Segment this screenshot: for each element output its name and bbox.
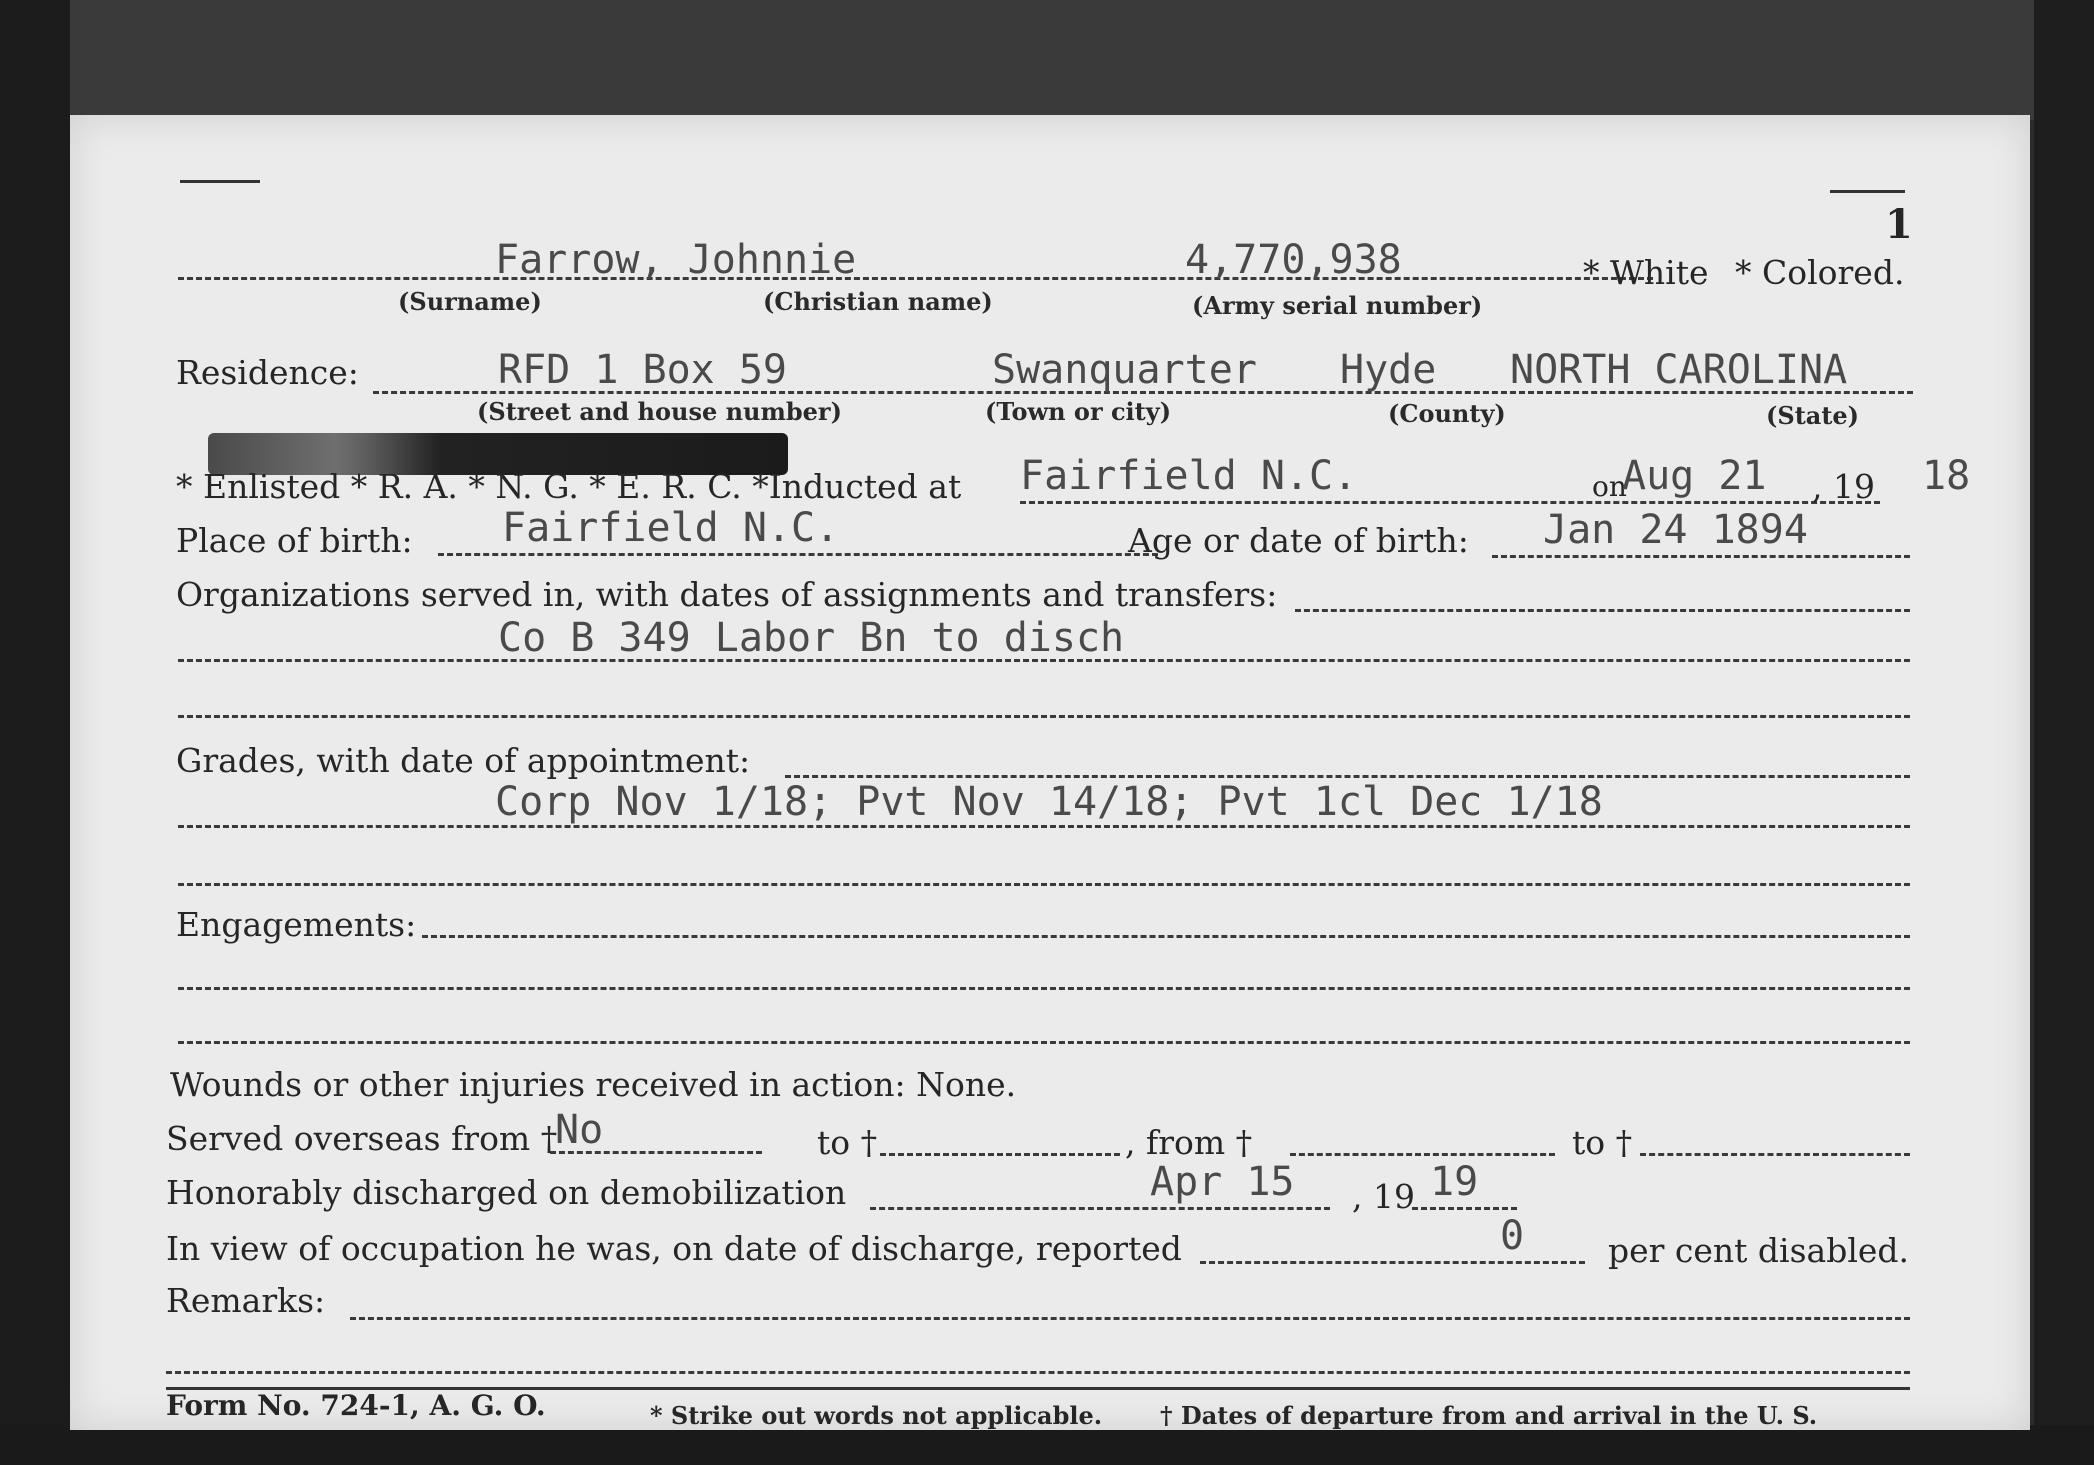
remarks-label: Remarks: (166, 1281, 326, 1320)
discharge-year: 19 (1430, 1159, 1479, 1205)
disability-suffix: per cent disabled. (1608, 1231, 1910, 1270)
street-caption: (Street and house number) (477, 397, 842, 426)
overseas-value: No (555, 1107, 604, 1153)
birth-date-line (1492, 555, 1910, 558)
organizations-line-3 (178, 715, 1910, 718)
residence-county: Hyde (1340, 347, 1437, 393)
surname-caption: (Surname) (398, 287, 542, 316)
remarks-line-1 (350, 1317, 1910, 1320)
residence-town: Swanquarter (992, 347, 1257, 393)
christian-name-caption: (Christian name) (763, 287, 993, 316)
grades-line-2 (178, 825, 1910, 828)
form-number: Form No. 724-1, A. G. O. (166, 1389, 546, 1422)
engagements-label: Engagements: (176, 905, 417, 944)
engagements-line-2 (178, 987, 1910, 990)
discharge-line (870, 1207, 1330, 1210)
inducted-date: Aug 21 (1622, 453, 1767, 499)
engagements-line-1 (422, 935, 1910, 938)
county-caption: (County) (1388, 399, 1506, 428)
town-caption: (Town or city) (985, 397, 1172, 426)
birth-place-label: Place of birth: (176, 521, 413, 560)
overseas-from-line-2 (1290, 1153, 1555, 1156)
on-label: on (1592, 470, 1627, 503)
grades-label: Grades, with date of appointment: (176, 741, 751, 780)
grades-line-3 (178, 883, 1910, 886)
overseas-from-line (550, 1151, 762, 1154)
residence-label: Residence: (176, 353, 359, 392)
organizations-label: Organizations served in, with dates of assignments and transfers: (176, 575, 1278, 614)
overseas-to-line-2 (1640, 1153, 1910, 1156)
residence-state: NORTH CAROLINA (1510, 347, 1848, 393)
remarks-line-2 (166, 1371, 1910, 1374)
grades-line-1 (785, 775, 1910, 778)
organizations-value: Co B 349 Labor Bn to disch (498, 615, 1125, 661)
scan-background-right (2034, 0, 2094, 1465)
overseas-to-line (880, 1153, 1120, 1156)
overseas-to-label: to † (817, 1123, 878, 1162)
name-value: Farrow, Johnnie (495, 237, 857, 283)
race-colored: * Colored. (1735, 253, 1905, 292)
footnote-strike-out: * Strike out words not applicable. (650, 1401, 1103, 1430)
name-line (178, 277, 1653, 280)
scan-background-top (0, 0, 2094, 120)
inducted-year: 18 (1922, 453, 1971, 499)
age-label: Age or date of birth: (1128, 521, 1469, 560)
disability-label: In view of occupation he was, on date of discharge, reported (166, 1229, 1182, 1268)
birth-place-line (438, 553, 1158, 556)
discharge-date: Apr 15 (1150, 1159, 1295, 1205)
overseas-label: Served overseas from † (166, 1119, 558, 1158)
discharge-year-prefix: , 19 (1352, 1177, 1415, 1216)
disability-value: 0 (1500, 1213, 1525, 1259)
serial-caption: (Army serial number) (1192, 291, 1483, 320)
disability-line (1200, 1261, 1585, 1264)
serial-value: 4,770,938 (1185, 237, 1402, 283)
inducted-year-prefix: , 19 (1812, 467, 1875, 506)
page-number: 1 (1885, 201, 1913, 248)
organizations-line-1 (1295, 609, 1910, 612)
scan-background-left (0, 0, 70, 1465)
birth-place: Fairfield N.C. (502, 505, 840, 551)
race-white: * White (1583, 253, 1709, 292)
overseas-from-label: , from † (1125, 1123, 1253, 1162)
scan-background-bottom (0, 1425, 2094, 1465)
wounds-label: Wounds or other injuries received in action: None. (170, 1065, 1017, 1104)
birth-date: Jan 24 1894 (1543, 507, 1808, 553)
inducted-line (1020, 501, 1880, 504)
enlisted-line: * Enlisted * R. A. * N. G. * E. R. C. *Inducted at (176, 467, 962, 506)
footnote-dates: † Dates of departure from and arrival in the U. S. (1160, 1401, 1818, 1430)
overseas-to-label-2: to † (1572, 1123, 1633, 1162)
grades-value: Corp Nov 1/18; Pvt Nov 14/18; Pvt 1cl Dec 1/18 (495, 779, 1603, 825)
residence-street: RFD 1 Box 59 (498, 347, 787, 393)
state-caption: (State) (1766, 401, 1860, 430)
top-left-rule (180, 180, 260, 183)
engagements-line-3 (178, 1041, 1910, 1044)
discharge-label: Honorably discharged on demobilization (166, 1173, 847, 1212)
discharge-year-line (1412, 1207, 1517, 1210)
top-right-rule (1830, 190, 1905, 193)
inducted-at: Fairfield N.C. (1020, 453, 1358, 499)
service-record-card (70, 115, 2030, 1430)
